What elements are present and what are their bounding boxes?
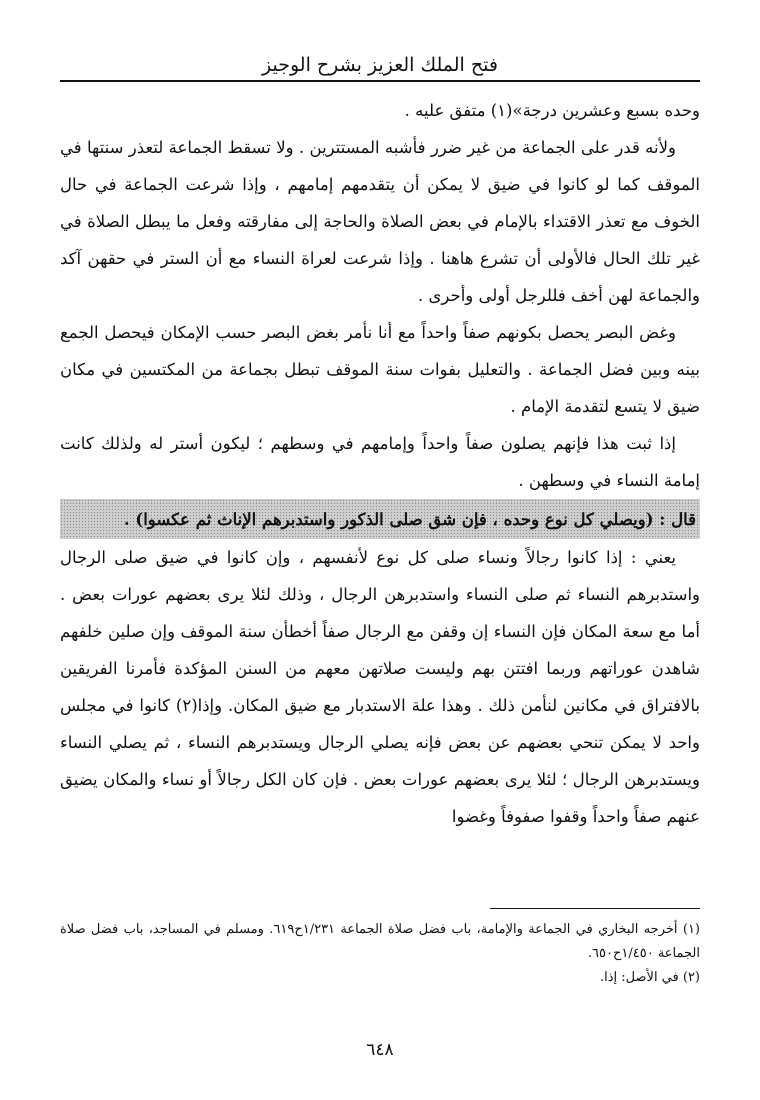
footnote-2: (٢) في الأصل: إذا. (599, 970, 700, 985)
paragraph: وحده بسبع وعشرين درجة»(١) متفق عليه . (404, 101, 700, 120)
paragraph: ولأنه قدر على الجماعة من غير ضرر فأشبه المستترين . ولا تسقط الجماعة لتعذر سنتها في الموقف كما لو كانوا في ضيق لا يمكن أن يتقدمهم إمامهم ، وإذا شرعت الجماعة في حال الخوف مع تعذر الاقتداء بالإمام في بعض الصلاة والحاجة إلى مفارقته وفعل ما يبطل الصلاة في غير تلك الحال فالأولى أن تشرع هاهنا . وإذا شرعت لعراة النساء مع أن الستر في حقهن آكد والجماعة لهن أخف فللرجل أولى وأحرى . (60, 138, 700, 305)
page-number: ٦٤٨ (366, 1040, 394, 1060)
paragraph: يعني : إذا كانوا رجالاً ونساء صلى كل نوع لأنفسهم ، وإن كانوا في ضيق صلى الرجال واستدبرهم النساء ثم صلى النساء واستدبرهن الرجال ، وذلك لئلا يرى بعضهم عورات بعض . أما مع سعة المكان فإن النساء إن وقفن مع الرجال صفاً أخطأن سنة الموقف وإن صلين خلفهم شاهدن عوراتهم وربما افتتن بهم وليست صلاتهن معهم من السنن المؤكدة فأمرنا الفريقين بالافتراق في مكانين لنأمن ذلك . وهذا علة الاستدبار مع ضيق المكان. وإذا(٢) كانوا في مجلس واحد لا يمكن تنحي بعضهم عن بعض فإنه يصلي الرجال ويستدبرهم النساء ، ثم يصلي النساء ويستدبرهن الرجال ؛ لئلا يرى بعضهم عورات بعض . فإن كان الكل رجالاً أو نساء والمكان يضيق عنهم صفاً واحداً وقفوا صفوفاً وغضوا (60, 548, 700, 826)
highlighted-matn-quote: قال : (ويصلي كل نوع وحده ، فإن شق صلى الذكور واستدبرهم الإناث ثم عكسوا) . (60, 499, 700, 539)
main-text (60, 92, 700, 835)
paragraph: وغض البصر يحصل بكونهم صفاً واحداً مع أنا نأمر بغض البصر حسب الإمكان فيحصل الجمع بينه وبين فضل الجماعة . والتعليل بفوات سنة الموقف تبطل بجماعة من المكتسين في مكان ضيق لا يتسع لتقدمة الإمام . (60, 323, 700, 416)
running-header: فتح الملك العزيز بشرح الوجيز (262, 54, 498, 76)
header-rule (60, 80, 700, 82)
footnotes (60, 918, 700, 990)
paragraph: إذا ثبت هذا فإنهم يصلون صفاً واحداً وإمامهم في وسطهم ؛ ليكون أستر له ولذلك كانت إمامة النساء في وسطهن . (60, 434, 700, 490)
footnote-rule (490, 908, 700, 909)
footnote-1: (١) أخرجه البخاري في الجماعة والإمامة، باب فضل صلاة الجماعة ١/٢٣١ح٦١٩. ومسلم في المساجد، باب فضل صلاة الجماعة ١/٤٥٠ح٦٥٠. (60, 922, 700, 961)
